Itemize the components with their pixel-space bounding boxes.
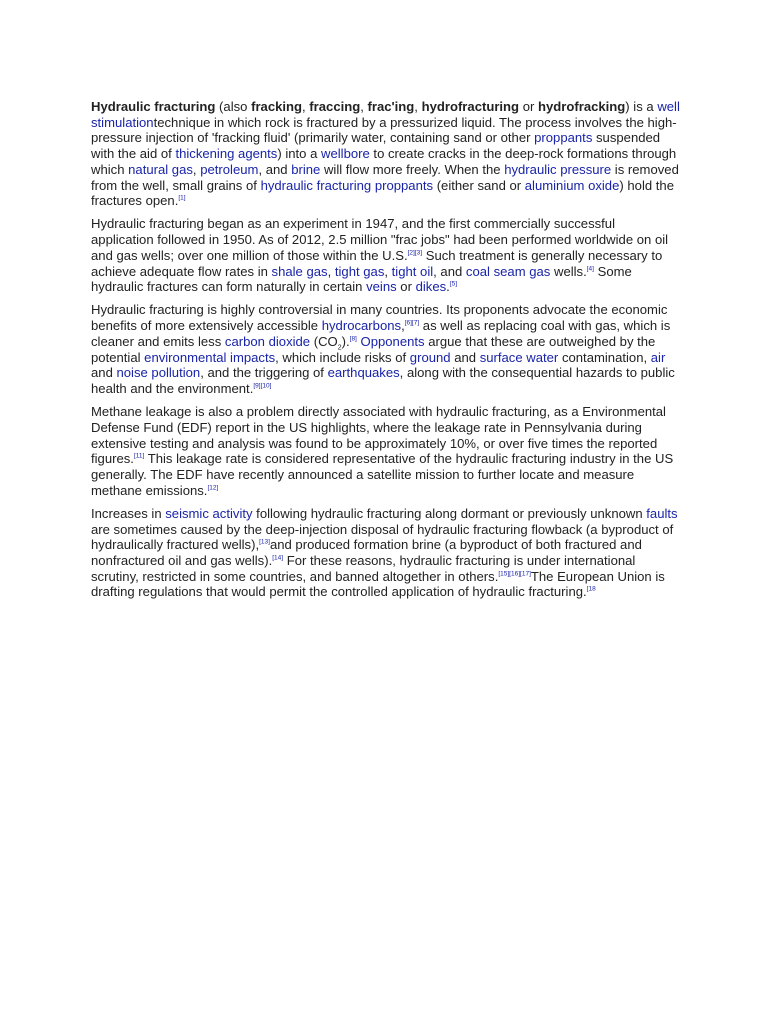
text-run: to create cracks in the deep-rock formations through which [91, 146, 677, 177]
bold-term: hydrofracking [537, 99, 626, 114]
citation-ref[interactable]: [8] [349, 335, 357, 343]
text-run: This leakage rate is considered representative of the hydraulic fracturing industry in the US generally. The EDF have recently announced a satellite mission to further locate and measure methane emissions. [91, 451, 674, 498]
article-link[interactable]: surface water [479, 349, 559, 365]
text-run: , and the triggering of [200, 365, 328, 381]
text-run: ) is a [625, 99, 658, 114]
citation-ref[interactable]: [11] [133, 452, 145, 460]
citation-ref[interactable]: [2][3] [407, 249, 423, 257]
citation-ref[interactable]: [1] [178, 194, 186, 202]
bold-term: fraccing [309, 99, 361, 114]
text-run: (either sand or [433, 177, 525, 193]
text-run: ) into a [277, 146, 322, 162]
text-run: or [519, 99, 538, 114]
text-run: technique in which rock is fractured by a pressurized liquid. The process involves the high-pressure injection of 'fracking fluid' (primarily water, containing sand or other [91, 114, 677, 146]
text-run: following hydraulic fracturing along dormant or previously unknown [252, 505, 647, 521]
article-link[interactable]: veins [366, 279, 397, 295]
text-run: , [360, 99, 368, 114]
article-link[interactable]: coal seam gas [465, 263, 551, 279]
text-run: , [384, 263, 392, 279]
subscript: 2 [337, 344, 342, 352]
article-link[interactable]: tight gas [334, 263, 385, 279]
article-body [91, 99, 681, 608]
text-run: and produced formation brine (a byproduct of both fractured and nonfractured oil and gas wells). [91, 537, 642, 568]
article-link[interactable]: hydrocarbons [321, 318, 402, 334]
article-link[interactable]: hydraulic fracturing proppants [260, 177, 434, 193]
article-link[interactable]: wellbore [321, 146, 370, 162]
bold-term: fracking [251, 99, 303, 114]
article-link[interactable]: Opponents [360, 333, 425, 349]
article-link[interactable]: faults [646, 505, 678, 521]
bold-term: hydrofracturing [421, 99, 520, 114]
text-run: Some hydraulic fractures can form naturally in certain [91, 263, 632, 295]
citation-ref[interactable]: [13] [259, 538, 270, 546]
text-run: wells. [550, 263, 587, 279]
article-link[interactable]: proppants [534, 130, 593, 146]
article-paragraph [91, 302, 681, 396]
text-run: are sometimes caused by the deep-injection disposal of hydraulic fracturing flowback (a byproduct of hydraulically fractured wells), [91, 521, 674, 553]
text-run: (CO [310, 333, 338, 349]
text-run: (also [215, 99, 252, 114]
text-run: is removed from the well, small grains of [91, 161, 679, 193]
article-link[interactable]: carbon dioxide [224, 333, 311, 349]
article-link[interactable]: aluminium oxide [524, 177, 620, 193]
text-run: , [302, 99, 310, 114]
citation-ref[interactable]: [4] [586, 265, 594, 273]
article-link[interactable]: environmental impacts [144, 349, 276, 365]
text-run: , which include risks of [275, 349, 410, 365]
text-run: Hydraulic fracturing is highly controversial in many countries. Its proponents advocate the economic benefits of more extensively accessible [91, 302, 668, 334]
text-run: contamination, [558, 349, 651, 365]
article-link[interactable]: ground [409, 349, 451, 365]
article-link[interactable]: hydraulic pressure [504, 161, 612, 177]
article-link[interactable]: dikes [415, 279, 447, 295]
article-link[interactable]: thickening agents [175, 146, 278, 162]
article-link[interactable]: shale gas [271, 263, 328, 279]
text-run: For these reasons, hydraulic fracturing is under international scrutiny, restricted in some countries, and banned altogether in others. [91, 552, 636, 584]
text-run: Such treatment is generally necessary to achieve adequate flow rates in [91, 247, 663, 279]
text-run: ) hold the fractures open. [91, 177, 674, 209]
text-run: , [401, 318, 405, 334]
text-run: and [91, 365, 117, 381]
citation-ref[interactable]: [18 [586, 586, 596, 594]
article-link[interactable]: seismic activity [165, 505, 253, 521]
text-run: ). [341, 333, 350, 349]
citation-ref[interactable]: [5] [449, 280, 458, 288]
citation-ref[interactable]: [14] [272, 554, 284, 562]
text-run: . [446, 279, 450, 295]
text-run: Increases in [91, 505, 166, 521]
text-run: , [327, 263, 335, 279]
article-link[interactable]: natural gas [128, 161, 193, 177]
text-run: argue that these are outweighed by the potential [91, 333, 656, 365]
bold-term: Hydraulic fracturing [91, 99, 216, 114]
text-run: Methane leakage is also a problem directly associated with hydraulic fracturing, as a Environmental Defense Fund (EDF) report in the US highlights, where the leakage rate in Pennsylvania during extensive testing and analysis was found to be approximately 10%, or over five times the reported figures. [91, 404, 666, 467]
citation-ref[interactable]: [12] [207, 484, 219, 492]
text-run: Hydraulic fracturing began as an experiment in 1947, and the first commercially successful application followed in 1950. As of 2012, 2.5 million "frac jobs" had been performed worldwide on oil and gas wells; over one million of those within the U.S. [91, 216, 669, 263]
text-run: , [192, 161, 201, 177]
text-run: suspended with the aid of [91, 130, 661, 162]
article-link[interactable]: noise pollution [116, 365, 201, 381]
article-link[interactable]: well stimulation [91, 99, 680, 130]
article-link[interactable]: brine [291, 161, 321, 177]
article-paragraph [91, 506, 681, 600]
article-link[interactable]: earthquakes [327, 365, 400, 381]
article-paragraph [91, 216, 681, 295]
article-link[interactable]: air [650, 349, 666, 365]
article-link[interactable]: tight oil [391, 263, 434, 279]
text-run: , [414, 99, 422, 114]
citation-ref[interactable]: [9][10] [253, 382, 272, 390]
article-link[interactable]: petroleum [200, 161, 259, 177]
text-run: or [396, 279, 416, 295]
bold-term: frac'ing [367, 99, 415, 114]
text-run: , and [258, 161, 292, 177]
article-paragraph [91, 404, 681, 498]
text-run: and [450, 349, 480, 365]
citation-ref[interactable]: [6][7] [404, 319, 420, 327]
article-paragraph [91, 99, 681, 209]
text-run: The European Union is drafting regulations that would permit the controlled application of hydraulic fracturing. [91, 568, 665, 600]
citation-ref[interactable]: [15][16][17] [498, 570, 531, 578]
text-run: , along with the consequential hazards to public health and the environment. [91, 365, 675, 396]
text-run: , and [433, 263, 466, 279]
text-run: will flow more freely. When the [320, 161, 505, 177]
text-run: as well as replacing coal with gas, which is cleaner and emits less [91, 318, 671, 349]
